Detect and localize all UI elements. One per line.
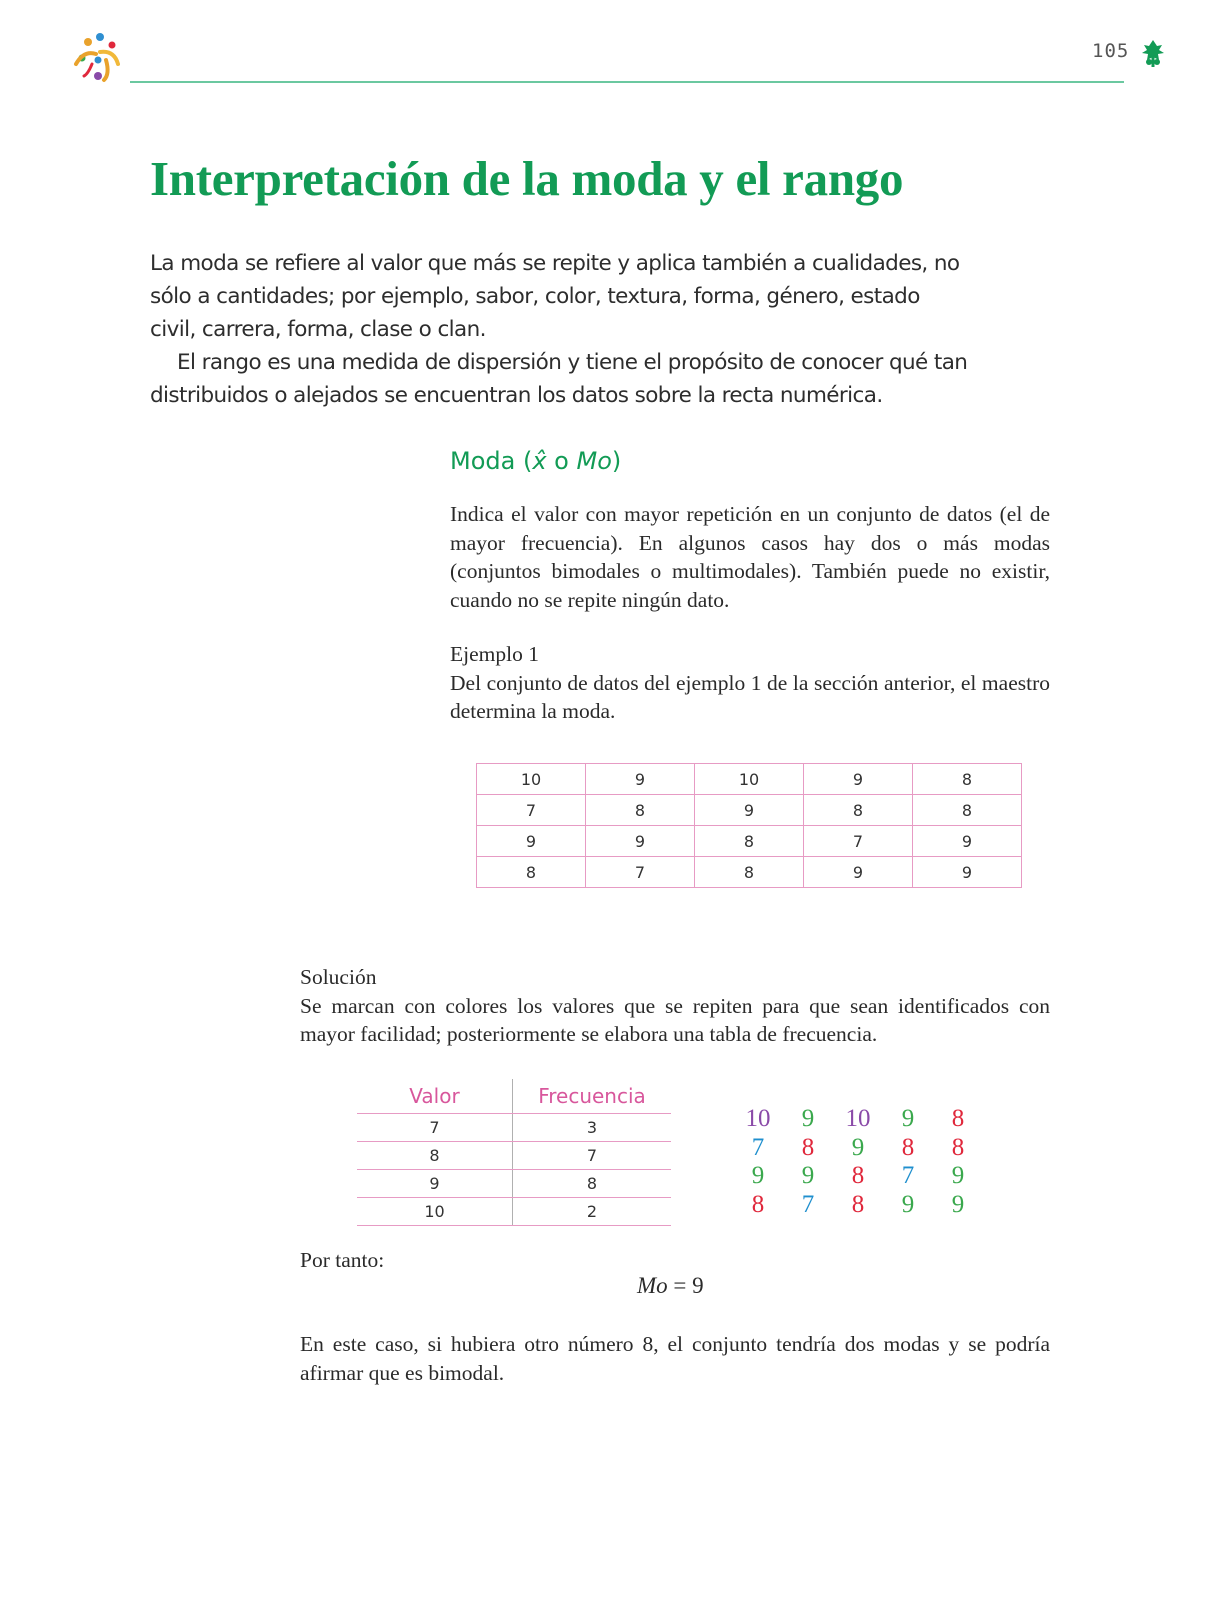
colored-values-grid (733, 1105, 969, 1219)
moda-heading-abbr: Mo (576, 447, 612, 475)
table-cell: 9 (804, 764, 913, 795)
frequency-header-frecuencia: Frecuencia (513, 1079, 672, 1114)
table-cell: 10 (477, 764, 586, 795)
moda-heading-symbol: x̂ (532, 447, 547, 475)
table-cell: 9 (477, 826, 586, 857)
frequency-value-cell: 9 (357, 1170, 513, 1198)
frequency-value-cell: 7 (357, 1114, 513, 1142)
table-cell: 8 (695, 857, 804, 888)
colored-value: 9 (951, 1162, 965, 1189)
colored-value: 8 (951, 1105, 965, 1132)
frequency-count-cell: 7 (513, 1142, 672, 1170)
frequency-value-cell: 8 (357, 1142, 513, 1170)
colored-value: 10 (745, 1105, 771, 1132)
colored-value: 8 (851, 1162, 865, 1189)
table-cell: 9 (695, 795, 804, 826)
intro-paragraph-rango: El rango es una medida de dispersión y tiene el propósito de conocer qué tan distribuidos o alejados se encuentran los datos sobre la recta numérica. (150, 350, 968, 408)
moda-definition (450, 500, 1050, 614)
colored-value: 9 (751, 1162, 765, 1189)
table-cell: 9 (913, 826, 1022, 857)
colored-value: 9 (851, 1133, 865, 1161)
solution-label: Solución (300, 965, 377, 989)
table-cell: 8 (695, 826, 804, 857)
colored-value: 10 (845, 1105, 871, 1132)
moda-definition-text: Indica el valor con mayor repetición en un conjunto de datos (el de mayor frecuencia). En algunos casos hay dos o más modas (conjuntos bimodales o multimodales). También puede no existir, cuando no se repite ningún dato. (450, 502, 1050, 612)
frequency-row (357, 1170, 671, 1198)
frequency-count-cell: 2 (513, 1198, 672, 1226)
table-cell: 8 (804, 795, 913, 826)
table-row (477, 795, 1022, 826)
table-cell: 9 (586, 826, 695, 857)
example-block (450, 640, 1050, 726)
colored-value: 8 (951, 1133, 965, 1161)
moda-heading-mid: o (546, 447, 577, 475)
closing-paragraph (300, 1330, 1050, 1387)
frequency-value-cell: 10 (357, 1198, 513, 1226)
plant-icon (1140, 38, 1166, 68)
colored-value: 7 (801, 1190, 815, 1218)
intro-text (150, 247, 970, 412)
frequency-row (357, 1142, 671, 1170)
colored-value: 8 (801, 1133, 815, 1161)
solution-block (300, 963, 1050, 1049)
table-cell: 9 (913, 857, 1022, 888)
page-title: Interpretación de la moda y el rango (150, 151, 904, 206)
colored-value: 8 (901, 1133, 915, 1161)
table-cell: 10 (695, 764, 804, 795)
mode-formula (637, 1273, 704, 1299)
colored-value: 8 (851, 1190, 865, 1218)
closing-text: En este caso, si hubiera otro número 8, el conjunto tendría dos modas y se podría afirmar que es bimodal. (300, 1332, 1050, 1385)
table-cell: 8 (477, 857, 586, 888)
table-row (477, 826, 1022, 857)
colored-value: 8 (751, 1190, 765, 1218)
logo-icon (70, 30, 126, 86)
moda-heading-prefix: Moda ( (450, 447, 533, 475)
colored-value: 9 (901, 1105, 915, 1132)
table-cell: 8 (913, 764, 1022, 795)
frequency-row (357, 1114, 671, 1142)
table-row (477, 764, 1022, 795)
moda-heading (450, 447, 621, 475)
example-label: Ejemplo 1 (450, 642, 539, 666)
colored-value: 9 (951, 1190, 965, 1218)
colored-value: 7 (751, 1133, 765, 1161)
formula-value: = 9 (667, 1273, 704, 1298)
colored-value: 9 (901, 1190, 915, 1218)
table-cell: 9 (804, 857, 913, 888)
frequency-header-valor: Valor (357, 1079, 513, 1114)
colored-value: 9 (801, 1105, 815, 1132)
example-text: Del conjunto de datos del ejemplo 1 de la sección anterior, el maestro determina la moda. (450, 670, 1050, 723)
table-cell: 9 (586, 764, 695, 795)
frequency-row (357, 1198, 671, 1226)
intro-paragraph-moda: La moda se refiere al valor que más se repite y aplica también a cualidades, no sólo a cantidades; por ejemplo, sabor, color, textura, forma, género, estado civil, carrera, forma, clase o clan. (150, 251, 960, 342)
colored-value: 9 (801, 1162, 815, 1189)
table-cell: 7 (477, 795, 586, 826)
moda-heading-suffix: ) (611, 447, 622, 475)
formula-variable: Mo (637, 1273, 668, 1298)
frequency-count-cell: 3 (513, 1114, 672, 1142)
table-cell: 8 (913, 795, 1022, 826)
solution-text: Se marcan con colores los valores que se repiten para que sean identificados con mayor facilidad; posteriormente se elabora una tabla de frecuencia. (300, 993, 1050, 1046)
colored-value: 7 (901, 1162, 915, 1189)
table-cell: 7 (586, 857, 695, 888)
table-cell: 7 (804, 826, 913, 857)
table-row (477, 857, 1022, 888)
data-table (476, 763, 1022, 888)
frequency-count-cell: 8 (513, 1170, 672, 1198)
header-divider (130, 81, 1124, 83)
page-number: 105 (1092, 40, 1130, 62)
frequency-table (357, 1079, 671, 1226)
therefore-label: Por tanto: (300, 1248, 385, 1272)
table-cell: 8 (586, 795, 695, 826)
